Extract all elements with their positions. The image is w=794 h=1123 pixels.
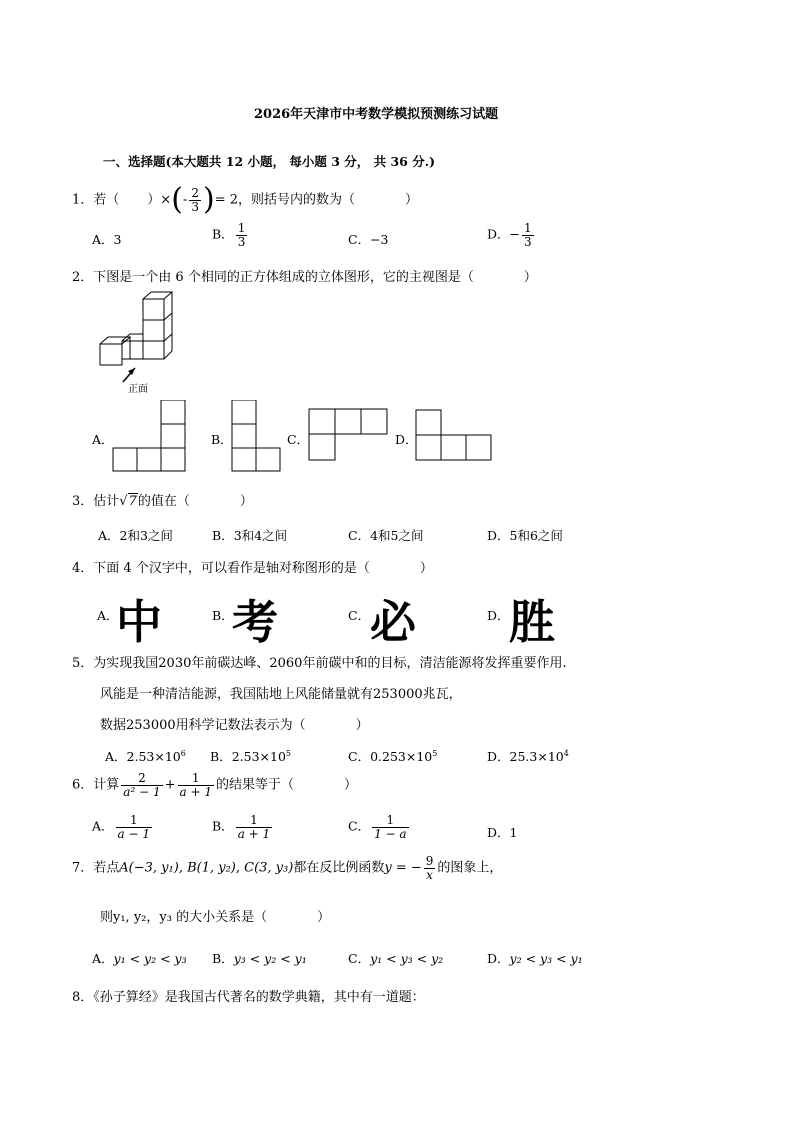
question-number: 1． bbox=[72, 192, 94, 208]
q4-option-d-char[interactable]: 胜 bbox=[509, 595, 555, 649]
section-heading: 一、选择题(本大题共 12 小题， 每小题 3 分， 共 36 分.) bbox=[103, 154, 435, 169]
q7-option-c[interactable]: C．y₁ < y₃ < y₂ bbox=[348, 951, 444, 966]
q5-option-b[interactable]: B．$2.53\times 10^5$ bbox=[210, 748, 291, 764]
q1-option-b[interactable]: B． $\frac{1}{3}$ bbox=[212, 221, 246, 249]
question-5-line2: 风能是一种清洁能源，我国陆地上风能储量就有253000兆瓦， bbox=[100, 687, 462, 702]
q7-option-a[interactable]: A．y₁ < y₂ < y₃ bbox=[92, 951, 187, 966]
q5-option-c[interactable]: C．$0.253\times 10^5$ bbox=[348, 748, 438, 764]
q2-option-a-label[interactable]: A． bbox=[92, 432, 114, 447]
question-4: 4．下面 4 个汉字中，可以看作是轴对称图形的是（ ） bbox=[72, 561, 433, 576]
question-2: 2．下图是一个由 6 个相同的正方体组成的立体图形，它的主视图是（ ） bbox=[72, 270, 537, 285]
question-1: 1．若（ ）×(- $\frac{2}{3}$ )= 2，则括号内的数为（ ） bbox=[72, 182, 418, 217]
q2-option-d-figure[interactable] bbox=[415, 409, 495, 463]
q4-option-c-char[interactable]: 必 bbox=[370, 595, 416, 649]
q5-option-a[interactable]: A．$2.53\times 10^6$ bbox=[105, 748, 186, 764]
question-5: 5．为实现我国2030年前碳达峰、2060年前碳中和的目标，清洁能源将发挥重要作用. bbox=[72, 656, 567, 671]
q4-option-b-char[interactable]: 考 bbox=[232, 595, 278, 649]
q5-option-d[interactable]: D．$25.3\times 10^4$ bbox=[487, 748, 569, 764]
q2-option-c-label[interactable]: C． bbox=[287, 432, 310, 447]
q4-option-d-label[interactable]: D． bbox=[487, 608, 510, 623]
q2-option-d-label[interactable]: D． bbox=[395, 432, 418, 447]
question-8: 8．《孙子算经》是我国古代著名的数学典籍，其中有一道题： bbox=[72, 990, 425, 1005]
cube-stack-figure bbox=[95, 290, 195, 390]
question-5-line3: 数据253000用科学记数法表示为（ ） bbox=[100, 718, 369, 733]
question-7-line2: 则y₁, y₂，y₃ 的大小关系是（ ） bbox=[100, 910, 331, 925]
q3-option-a[interactable]: A．2和3之间 bbox=[98, 528, 173, 543]
q2-option-b-figure[interactable] bbox=[231, 400, 283, 472]
q4-option-a-char[interactable]: 中 bbox=[116, 595, 162, 649]
q1-option-a[interactable]: A．3 bbox=[92, 232, 122, 247]
q4-option-a-label[interactable]: A． bbox=[97, 608, 119, 623]
q6-option-d[interactable]: D．1 bbox=[487, 825, 518, 840]
page-title: 2026年天津市中考数学模拟预测练习试题 bbox=[254, 107, 499, 122]
front-view-label: 正面 bbox=[128, 384, 148, 395]
question-3: 3．估计√7的值在（ ） bbox=[72, 494, 253, 509]
q6-option-b[interactable]: B． $\frac{1}{a + 1}$ bbox=[212, 813, 271, 841]
q6-option-c[interactable]: C． $\frac{1}{1 - a}$ bbox=[348, 813, 407, 841]
q6-option-a[interactable]: A． $\frac{1}{a - 1}$ bbox=[92, 813, 151, 841]
q1-option-c[interactable]: C．−3 bbox=[348, 232, 389, 247]
q2-option-a-figure[interactable] bbox=[112, 400, 188, 472]
q3-option-d[interactable]: D．5和6之间 bbox=[487, 528, 563, 543]
q4-option-b-label[interactable]: B． bbox=[212, 608, 234, 623]
q1-option-d[interactable]: D．− $\frac{1}{3}$ bbox=[487, 221, 532, 249]
q7-option-b[interactable]: B．y₃ < y₂ < y₁ bbox=[212, 951, 307, 966]
q2-option-c-figure[interactable] bbox=[308, 408, 390, 463]
q3-option-b[interactable]: B．3和4之间 bbox=[212, 528, 288, 543]
question-7: 7．若点A(−3, y₁), B(1, y₂), C(3, y₃)都在反比例函数y = − $\frac{9}{x}$ 的图象上， bbox=[72, 854, 503, 882]
q4-option-c-label[interactable]: C． bbox=[348, 608, 371, 623]
q7-option-d[interactable]: D．y₂ < y₃ < y₁ bbox=[487, 951, 583, 966]
q2-option-b-label[interactable]: B． bbox=[211, 432, 233, 447]
q3-option-c[interactable]: C．4和5之间 bbox=[348, 528, 424, 543]
question-6: 6．计算 $\frac{2}{\text{a² − 1}}$ + $\frac{1}{a + 1}$ 的结果等于（ ） bbox=[72, 771, 358, 799]
